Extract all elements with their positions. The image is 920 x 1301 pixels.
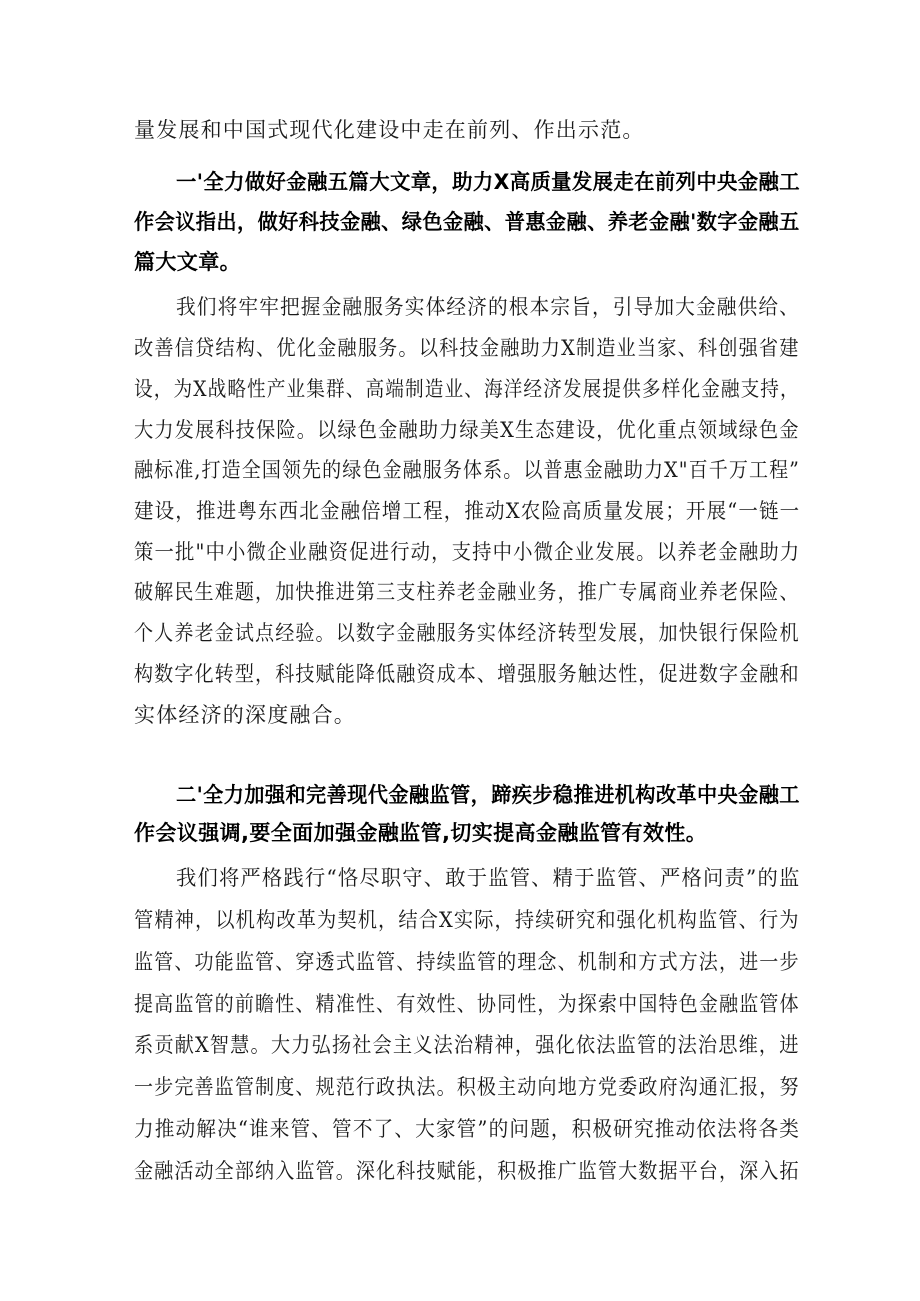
text-line: 融标准,打造全国领先的绿色金融服务体系。以普惠金融助力X"百千万工程” <box>134 458 801 482</box>
text-line: 一步完善监管制度、规范行政执法。积极主动向地方党委政府沟通汇报，努 <box>134 1075 800 1099</box>
text-line: 改善信贷结构、优化金融服务。以科技金融助力X制造业当家、科创强省建 <box>134 336 800 360</box>
text-line: 金融活动全部纳入监管。深化科技赋能，积极推广监管大数据平台，深入拓 <box>134 1159 800 1183</box>
text-line: 个人养老金试点经验。以数字金融服务实体经济转型发展，加快银行保险机 <box>134 621 800 645</box>
text-line: 量发展和中国式现代化建设中走在前列、作出示范。 <box>134 118 645 142</box>
text-line: 我们将牢牢把握金融服务实体经济的根本宗旨，引导加大金融供给、 <box>176 295 800 319</box>
text-line: 监管、功能监管、穿透式监管、持续监管的理念、机制和方式方法，进一步 <box>134 950 800 974</box>
heading-line: 一'全力做好金融五篇大文章，助力X高质量发展走在前列中央金融工 <box>176 170 801 194</box>
heading-line: 篇大文章。 <box>134 250 241 274</box>
heading-line: 作会议强调,要全面加强金融监管,切实提高金融监管有效性。 <box>134 821 708 845</box>
text-line: 管精神，以机构改革为契机，结合X实际，持续研究和强化机构监管、行为 <box>134 908 800 932</box>
text-line: 建设，推进粤东西北金融倍增工程，推动X农险高质量发展；开展“一链一 <box>134 499 801 523</box>
text-line: 力推动解决“谁来管、管不了、大家管”的问题，积极研究推动依法将各类 <box>134 1117 801 1141</box>
text-line: 设，为X战略性产业集群、高端制造业、海洋经济发展提供多样化金融支持， <box>134 377 800 401</box>
heading-line: 二'全力加强和完善现代金融监管，蹄疾步稳推进机构改革中央金融工 <box>176 783 800 807</box>
text-line: 实体经济的深度融合。 <box>134 703 356 727</box>
text-line: 系贡献X智慧。大力弘扬社会主义法治精神，强化依法监管的法治思维，进 <box>134 1033 800 1057</box>
text-line: 破解民生难题，加快推进第三支柱养老金融业务，推广专属商业养老保险、 <box>134 580 800 604</box>
text-line: 构数字化转型，科技赋能降低融资成本、增强服务触达性，促进数字金融和 <box>134 662 800 686</box>
text-line: 策一批"中小微企业融资促进行动，支持中小微企业发展。以养老金融助力 <box>134 540 801 564</box>
text-line: 提高监管的前瞻性、精准性、有效性、协同性，为探索中国特色金融监管体 <box>134 992 800 1016</box>
heading-line: 作会议指出，做好科技金融、绿色金融、普惠金融、养老金融'数字金融五 <box>134 210 800 234</box>
text-line: 我们将严格践行“恪尽职守、敢于监管、精于监管、严格问责”的监 <box>176 866 801 890</box>
text-line: 大力发展科技保险。以绿色金融助力绿美X生态建设，优化重点领域绿色金 <box>134 418 800 442</box>
